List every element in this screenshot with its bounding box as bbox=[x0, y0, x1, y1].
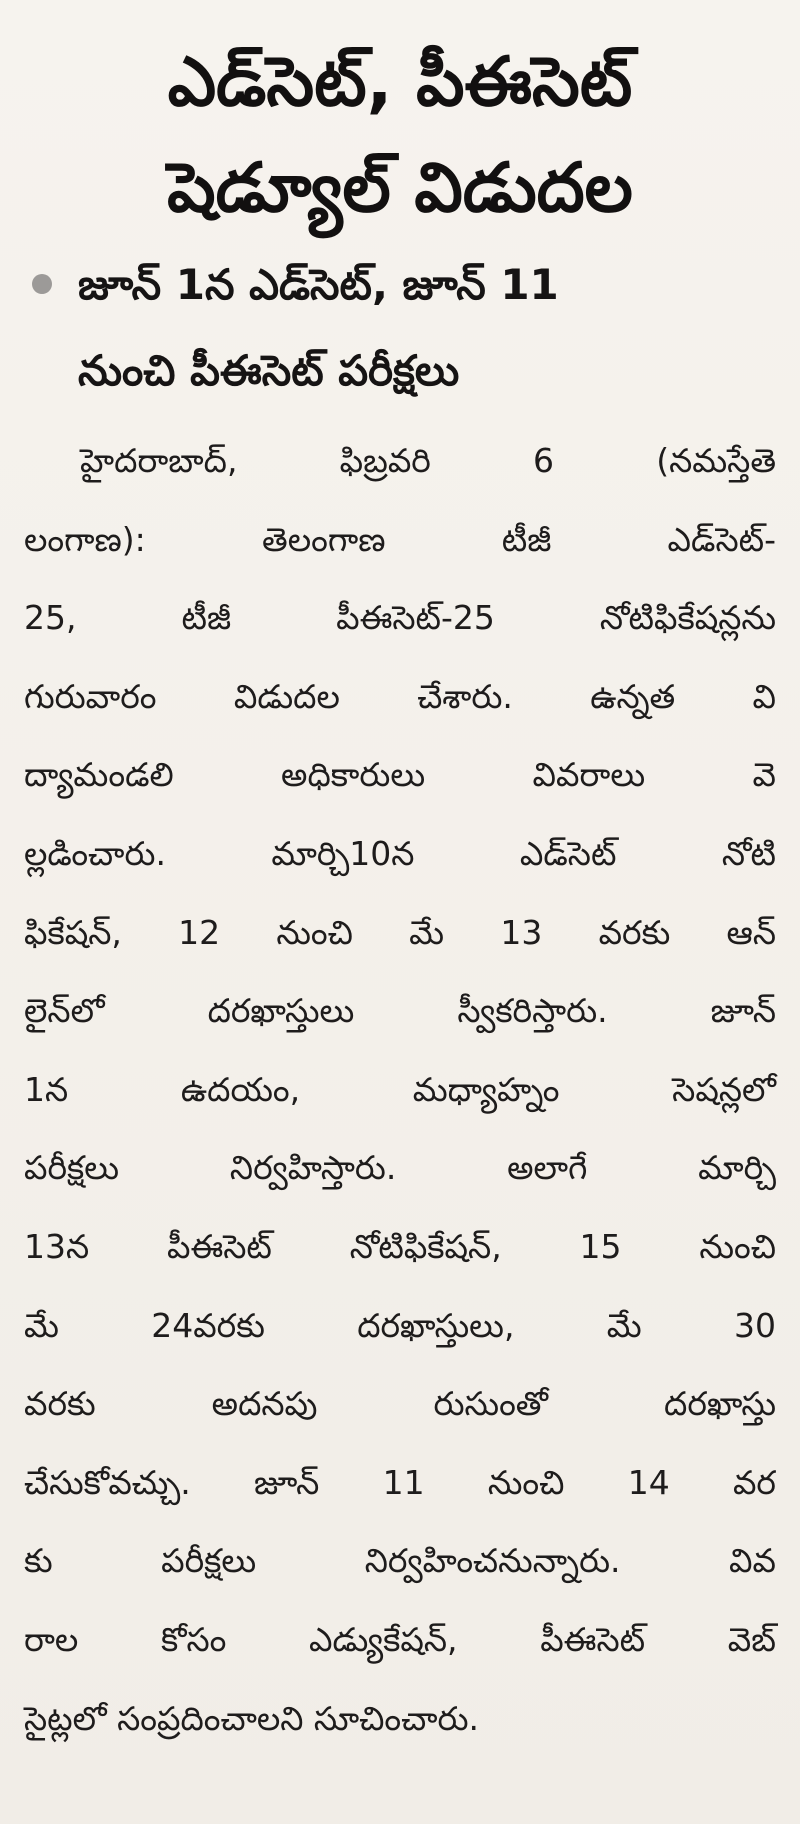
subheadline-line-2: నుంచి పీఈసెట్ పరీక్షలు bbox=[78, 346, 460, 395]
body-line: 13న పీఈసెట్ నోటిఫికేషన్, 15 నుంచి bbox=[24, 1226, 776, 1266]
headline bbox=[0, 0, 800, 242]
body-line: 25, టీజీ పీఈసెట్-25 నోటిఫికేషన్లను bbox=[24, 598, 776, 638]
headline-line-2: షెడ్యూల్ విడుదల bbox=[167, 149, 633, 228]
body-line: సైట్లలో సంప్రదించాలని సూచించారు. bbox=[24, 1698, 480, 1738]
body-line: వరకు అదనపు రుసుంతో దరఖాస్తు bbox=[24, 1384, 776, 1424]
article-body bbox=[0, 422, 800, 1758]
bullet-icon bbox=[32, 274, 52, 294]
body-line: ల్లడించారు. మార్చి10న ఎడ్‌సెట్ నోటి bbox=[24, 833, 776, 873]
subheadline-line-1: జూన్ 1న ఎడ్‌సెట్, జూన్ 11 bbox=[78, 260, 559, 309]
body-line: లంగాణ): తెలంగాణ టీజీ ఎడ్‌సెట్- bbox=[24, 519, 776, 559]
body-line: చేసుకోవచ్చు. జూన్ 11 నుంచి 14 వర bbox=[24, 1462, 776, 1502]
body-line: హైదరాబాద్, ఫిబ్రవరి 6 (నమస్తేతె bbox=[80, 441, 776, 480]
body-line: లైన్‌లో దరఖాస్తులు స్వీకరిస్తారు. జూన్ bbox=[24, 991, 776, 1031]
body-line: కు పరీక్షలు నిర్వహించనున్నారు. వివ bbox=[24, 1541, 776, 1581]
body-line: పరీక్షలు నిర్వహిస్తారు. అలాగే మార్చి bbox=[24, 1148, 776, 1188]
body-line: గురువారం విడుదల చేశారు. ఉన్నత వి bbox=[24, 676, 776, 716]
body-line: 1న ఉదయం, మధ్యాహ్నం సెషన్లలో bbox=[24, 1069, 776, 1109]
body-line: రాల కోసం ఎడ్యుకేషన్, పీఈసెట్ వెబ్ bbox=[24, 1619, 776, 1659]
body-line: ఫికేషన్, 12 నుంచి మే 13 వరకు ఆన్ bbox=[24, 912, 776, 952]
subheadline bbox=[0, 242, 800, 414]
headline-line-1: ఎడ్‌సెట్, పీఈసెట్ bbox=[167, 43, 633, 122]
body-line: మే 24వరకు దరఖాస్తులు, మే 30 bbox=[24, 1305, 776, 1345]
body-line: ద్యామండలి అధికారులు వివరాలు వె bbox=[24, 755, 776, 795]
